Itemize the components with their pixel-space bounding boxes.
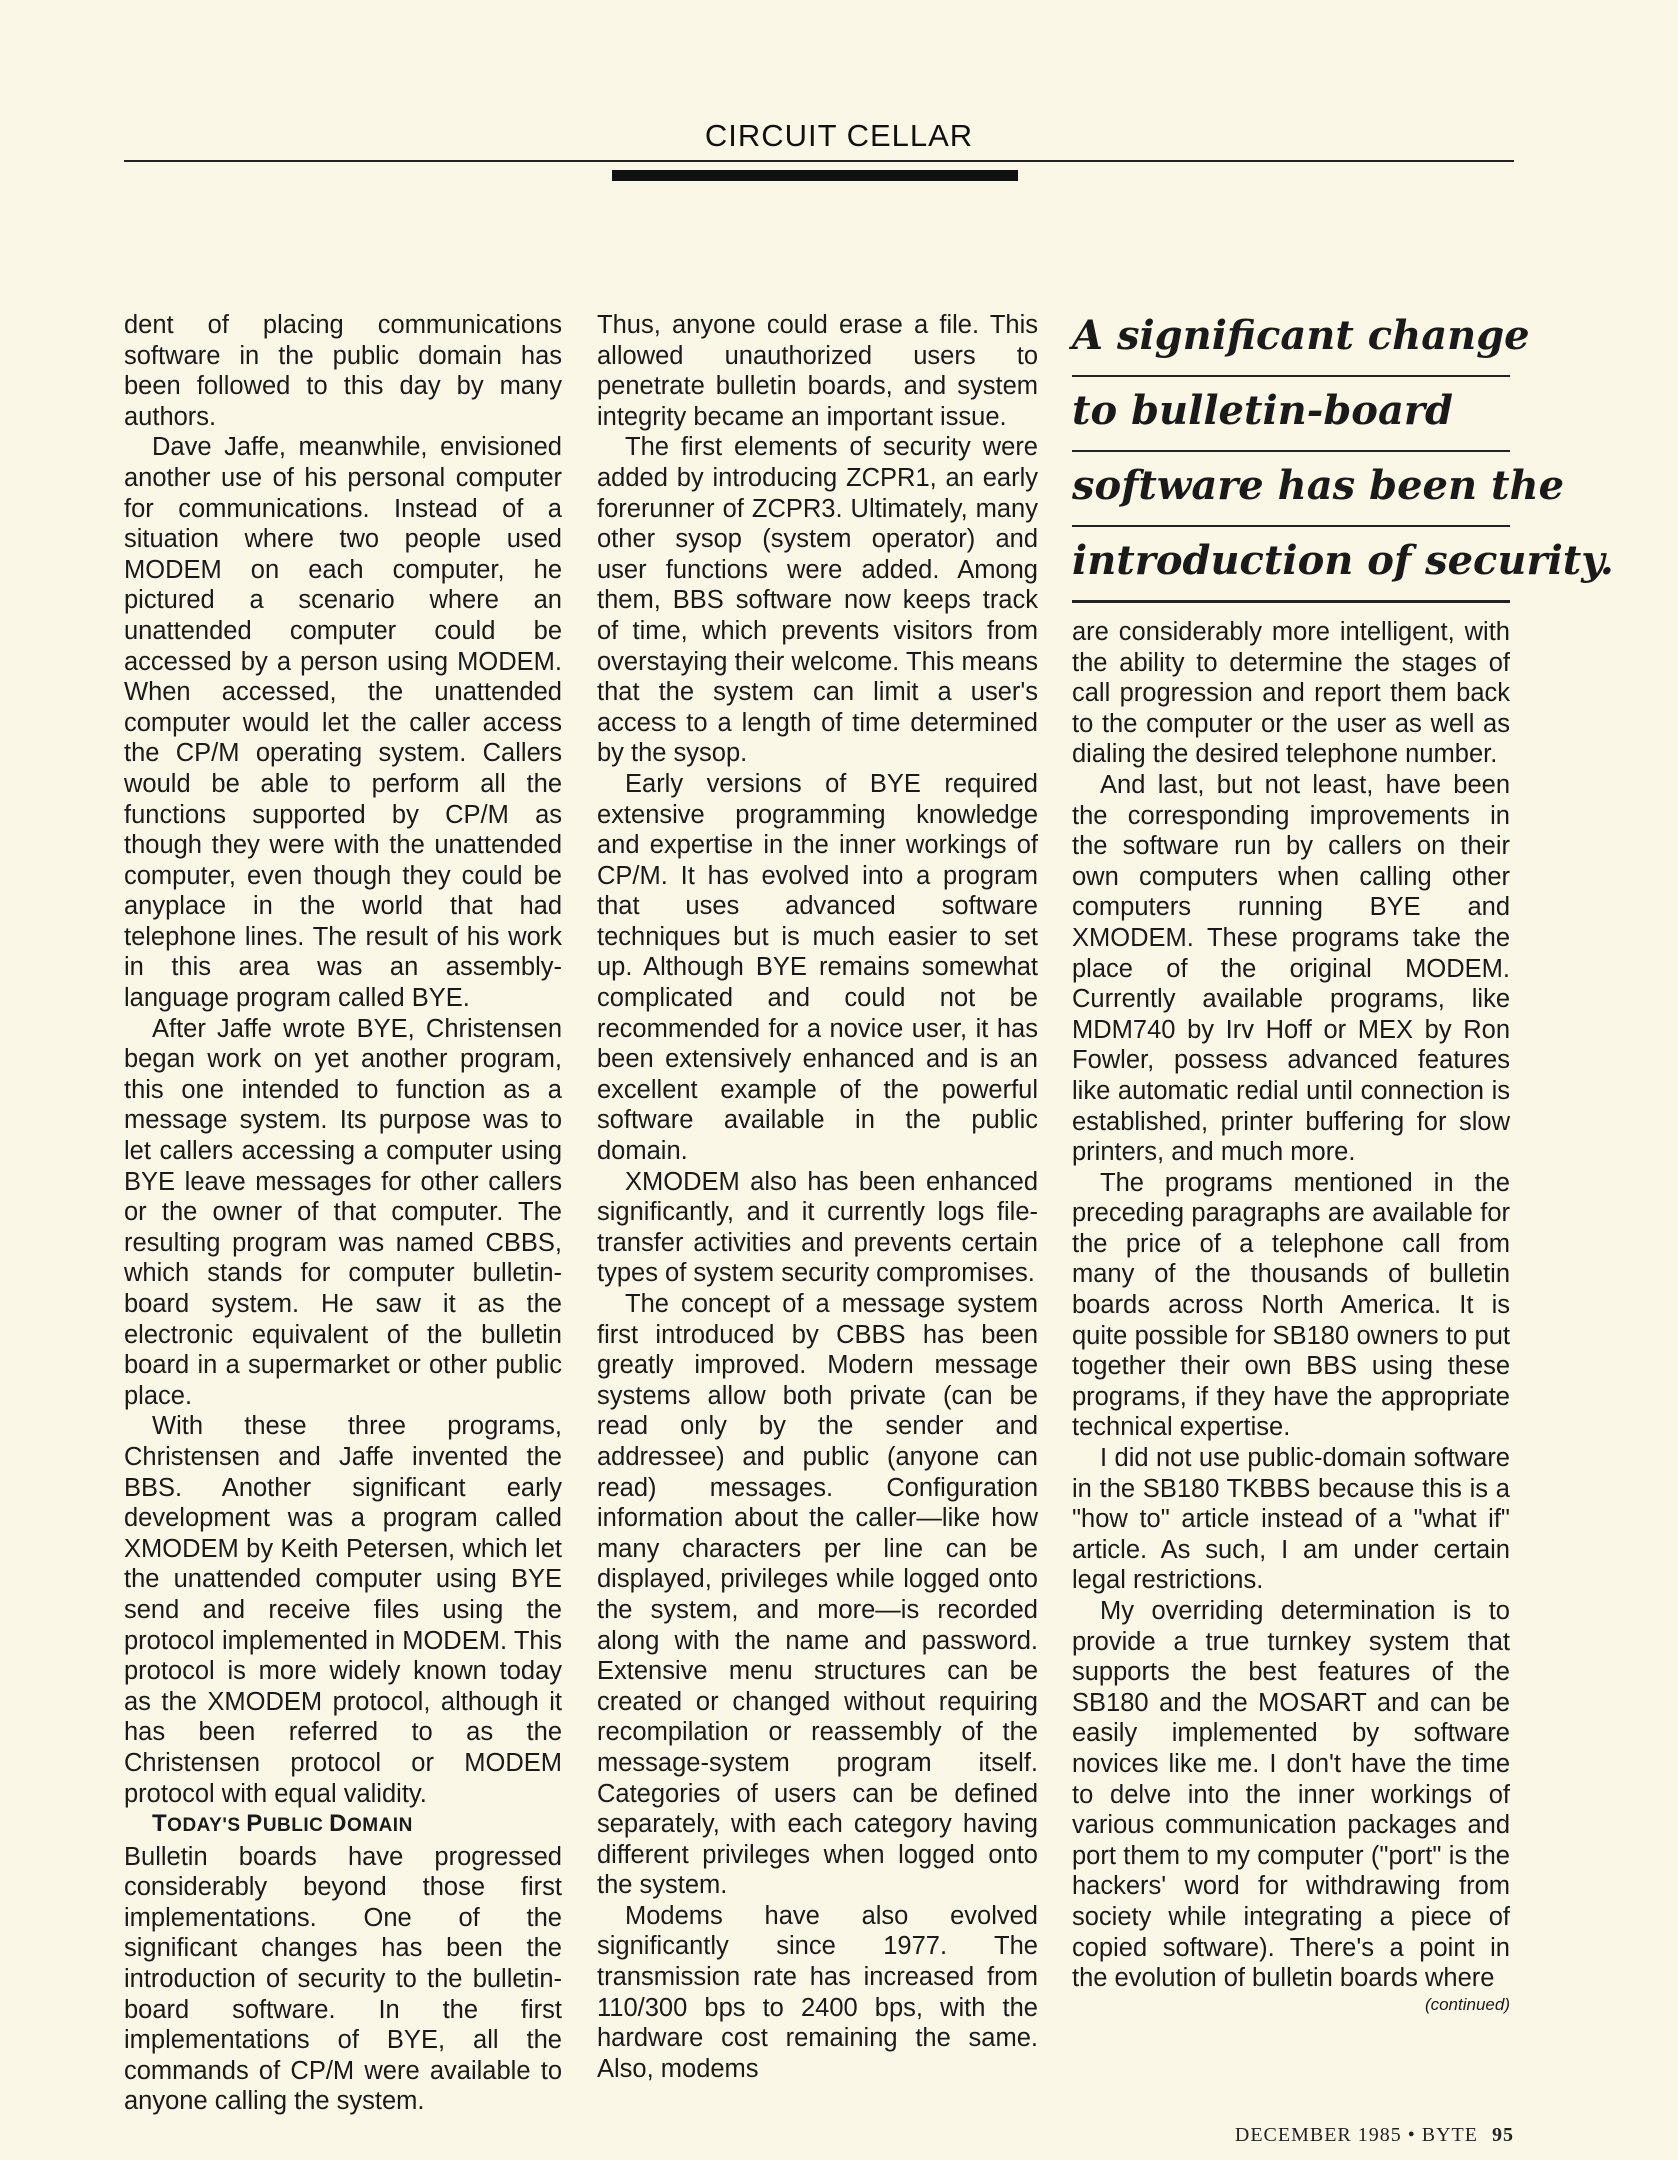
header-rule: [124, 160, 1514, 162]
section-subhead: TODAY'S PUBLIC DOMAIN: [152, 1810, 413, 1838]
page-footer: [1235, 2124, 1514, 2147]
column-1: [124, 310, 562, 2117]
paragraph: Modems have also evolved significantly since 1977. The transmission rate has increased from 110/300 bps to 2400 bps, with the hardware cost remaining the same. Also, modems: [597, 1901, 1038, 2083]
paragraph: Bulletin boards have progressed considerably beyond those first implementations. One of the significant changes has been the introduction of security to the bulletin-board software. In the first implementations of BYE, all the commands of CP/M were available to anyone calling the system.: [124, 1842, 562, 2116]
paragraph: My overriding determination is to provide a true turnkey system that supports the best features of the SB180 and the MOSART and can be easily implemented by software novices like me. I don't have the time to delve into the inner workings of various communication packages and port them to my computer ("port" is the hackers' word for withdrawing from society while integrating a piece of copied software). There's a point in the evolution of bulletin boards where: [1072, 1597, 1510, 1993]
running-header: CIRCUIT CELLAR: [704, 118, 974, 153]
paragraph: dent of placing communications software in the public domain has been followed to this day by many authors.: [124, 311, 562, 431]
paragraph: With these three programs, Christensen and Jaffe invented the BBS. Another significant early development was a program called XMODEM by Keith Petersen, which let the unattended computer using BYE send and receive files using the protocol implemented in MODEM. This protocol is more widely known today as the XMODEM protocol, although it has been referred to as the Christensen protocol or MODEM protocol with equal validity.: [124, 1412, 562, 1808]
paragraph: And last, but not least, have been the corresponding improvements in the software run by callers on their own computers when calling other computers running BYE and XMODEM. These programs take the place of the original MODEM. Currently available programs, like MDM740 by Irv Hoff or MEX by Ron Fowler, possess advanced features like automatic redial until connection is established, printer buffering for slow printers, and much more.: [1072, 770, 1510, 1167]
column-3: [1072, 617, 1510, 2016]
paragraph: After Jaffe wrote BYE, Christensen began work on yet another program, this one intended to function as a message system. Its purpose was to let callers accessing a computer using BYE leave messages for other callers or the owner of that computer. The resulting program was named CBBS, which stands for computer bulletin-board system. He saw it as the electronic equivalent of the bulletin board in a supermarket or other public place.: [124, 1014, 562, 1410]
paragraph: The first elements of security were added by introducing ZCPR1, an early forerunner of ZCPR3. Ultimately, many other sysop (system operator) and user functions were added. Among them, BBS software now keeps track of time, which prevents visitors from overstaying their welcome. This means that the system can limit a user's access to a length of time determined by the sysop.: [597, 433, 1038, 768]
pull-quote-line: introduction of security.: [1072, 527, 1510, 603]
page-number: 95: [1492, 2124, 1514, 2146]
header-bar: [612, 170, 1018, 181]
paragraph: are considerably more intelligent, with the ability to determine the stages of call progression and report them back to the computer or the user as well as dialing the desired telephone number.: [1072, 618, 1510, 769]
paragraph: Early versions of BYE required extensive programming knowledge and expertise in the inner workings of CP/M. It has evolved into a program that uses advanced software techniques but is much easier to set up. Although BYE remains somewhat complicated and could not be recommended for a novice user, it has been extensively enhanced and is an excellent example of the powerful software available in the public domain.: [597, 769, 1038, 1166]
paragraph: The programs mentioned in the preceding paragraphs are available for the price of a telephone call from many of the thousands of bulletin boards across North America. It is quite possible for SB180 owners to put together their own BBS using these programs, if they have the appropriate technical expertise.: [1072, 1168, 1510, 1442]
paragraph: Thus, anyone could erase a file. This allowed unauthorized users to penetrate bulletin boards, and system integrity became an important issue.: [597, 311, 1038, 431]
paragraph: The concept of a message system first introduced by CBBS has been greatly improved. Modern message systems allow both private (can be read only by the sender and addressee) and public (anyone can read) messages. Configuration information about the caller—like how many characters per line can be displayed, privileges while logged onto the system, and more—is recorded along with the name and password. Extensive menu structures can be created or changed without requiring recompilation or reassembly of the message-system program itself. Categories of users can be defined separately, with each category having different privileges when logged onto the system.: [597, 1290, 1038, 1900]
paragraph: I did not use public-domain software in the SB180 TKBBS because this is a "how to" article instead of a "what if" article. As such, I am under certain legal restrictions.: [1072, 1444, 1510, 1595]
column-2: [597, 310, 1038, 2084]
pull-quote-line: software has been the: [1072, 452, 1510, 527]
issue-label: DECEMBER 1985 • BYTE: [1234, 2124, 1478, 2146]
pull-quote: [1072, 302, 1614, 603]
continued-label: (continued): [1424, 1994, 1510, 2014]
paragraph: Dave Jaffe, meanwhile, envisioned another use of his personal computer for communications. Instead of a situation where two people used MODEM on each computer, he pictured a scenario where an unattended computer could be accessed by a person using MODEM. When accessed, the unattended computer would let the caller access the CP/M operating system. Callers would be able to perform all the functions supported by CP/M as though they were with the unattended computer, even though they could be anyplace in the world that had telephone lines. The result of his work in this area was an assembly-language program called BYE.: [124, 433, 562, 1013]
pull-quote-line: A significant change: [1072, 302, 1510, 377]
paragraph: XMODEM also has been enhanced significantly, and it currently logs file-transfer activities and prevents certain types of system security compromises.: [597, 1167, 1038, 1288]
pull-quote-line: to bulletin-board: [1072, 377, 1510, 452]
